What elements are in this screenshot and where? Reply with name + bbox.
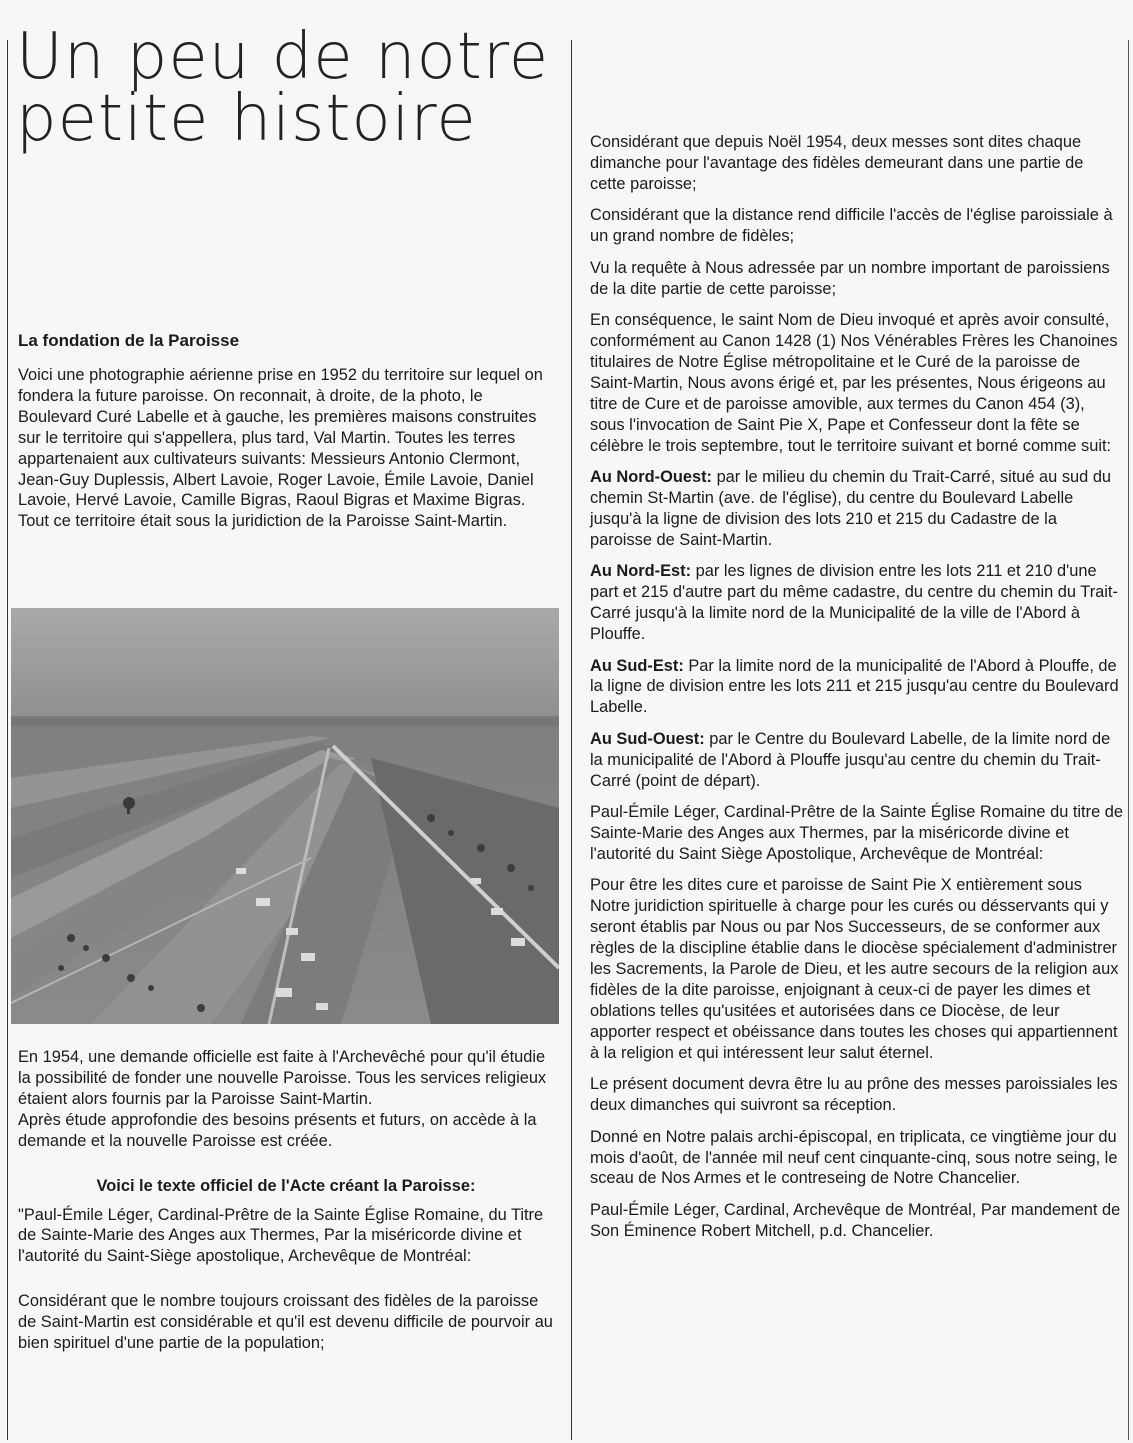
aerial-photo (11, 608, 559, 1024)
boundary-text: par le milieu du chemin du Trait-Carré, situé au sud du chemin St-Martin (ave. de l'église), du centre du Boulevard Labelle jusqu'à la ligne de division des lots 210 et 215 du Cadastre de la paroisse de Saint-Martin. (590, 468, 1112, 549)
right-border-rule (1128, 40, 1129, 1440)
right-paragraph-5: Paul-Émile Léger, Cardinal-Prêtre de la Sainte Église Romaine du titre de Sainte-Marie des Anges aux Thermes, par la miséricorde divine et l'autorité du Saint Siège Apostolique, Archevêque de Montréal: (590, 803, 1123, 863)
intro-paragraph: Voici une photographie aérienne prise en 1952 du territoire sur lequel on fondera la future paroisse. On reconnait, à droite, de la photo, le Boulevard Curé Labelle et à gauche, les premières maisons construites sur le territoire qui s'appellera, plus tard, Val Martin. Toutes les terres appartenaient aux cultivateurs suivants: Messieurs Antonio Clermont, Jean-Guy Duplessis, Albert Lavoie, Roger Lavoie, Émile Lavoie, Daniel Lavoie, Hervé Lavoie, Camille Bigras, Raoul Bigras et Maxime Bigras. (18, 366, 543, 510)
right-paragraph-2: Considérant que la distance rend difficile l'accès de l'église paroissiale à un grand nombre de fidèles; (590, 206, 1113, 246)
acte-intro: "Paul-Émile Léger, Cardinal-Prêtre de la Sainte Église Romaine, du Titre de Sainte-Marie des Anges aux Thermes, Par la miséricorde divine et l'autorité du Saint-Siège apostolique, Archevêque de Montréal: (18, 1205, 544, 1266)
intro-paragraph-2: Tout ce territoire était sous la juridiction de la Paroisse Saint-Martin. (18, 512, 508, 531)
left-column-lower (18, 1047, 554, 1354)
column-divider (571, 40, 572, 1440)
boundary-label: Au Sud-Est: (590, 656, 684, 675)
boundary-nord-est (590, 561, 1123, 645)
left-column-upper (18, 331, 554, 532)
boundary-label: Au Nord-Est: (590, 562, 692, 581)
boundary-sud-ouest (590, 729, 1123, 792)
boundary-sud-est (590, 656, 1123, 719)
boundary-nord-ouest (590, 467, 1123, 551)
left-border-rule (7, 40, 8, 1440)
boundary-text: par les lignes de division entre les lots 211 et 210 d'une part et 215 d'autre part du même cadastre, du centre du chemin du Trait-Carré jusqu'à la limite nord de la Municipalité de la ville de l'Abord à Plouffe. (590, 562, 1118, 643)
acte-heading: Voici le texte officiel de l'Acte créant la Paroisse: (96, 1176, 476, 1195)
right-column (590, 132, 1123, 1252)
right-paragraph-1: Considérant que depuis Noël 1954, deux messes sont dites chaque dimanche pour l'avantage des fidèles demeurant dans une partie de cette paroisse; (590, 133, 1084, 193)
boundary-text: par le Centre du Boulevard Labelle, de la limite nord de la municipalité de l'Abord à Plouffe jusqu'au centre du chemin du Trait-Carré (point de départ). (590, 729, 1111, 790)
right-paragraph-6: Pour être les dites cure et paroisse de Saint Pie X entièrement sous Notre juridiction spirituelle à charge pour les curés ou désservants qui y seront établis par Nous ou par Nos Successeurs, de se conformer aux règles de la discipline établie dans le diocèse spécialement d'administrer les Sacrements, la Parole de Dieu, et les autre secours de la religion aux fidèles de la dite paroisse, enjoignant à ceux-ci de payer les dimes et oblations telles qu'usitées et autorisées dans ce Diocèse, de leur apporter respect et obéissance dans toutes les choses qui appartiennent à la religion et qui intéressent leur salut éternel. (590, 876, 1119, 1062)
history-paragraph-2: Après étude approfondie des besoins présents et futurs, on accède à la demande et la nouvelle Paroisse est créée. (18, 1110, 537, 1150)
boundary-text: Par la limite nord de la municipalité de l'Abord à Plouffe, de la ligne de division entre les lots 211 et 215 jusqu'au centre du Boulevard Labelle. (590, 656, 1119, 717)
right-paragraph-8: Donné en Notre palais archi-épiscopal, en triplicata, ce vingtième jour du mois d'août, de l'année mil neuf cent cinquante-cinq, sous notre seing, le sceau de Nos Armes et le contreseing de Notre Chancelier. (590, 1127, 1118, 1188)
considerant-paragraph: Considérant que le nombre toujours croissant des fidèles de la paroisse de Saint-Martin est considérable et qu'il est devenu difficile de pourvoir au bien spirituel d'une partie de la population; (18, 1292, 553, 1353)
boundary-label: Au Sud-Ouest: (590, 729, 705, 748)
page-title (16, 20, 556, 156)
right-paragraph-7: Le présent document devra être lu au prône des messes paroissiales les deux dimanches qui suivront sa réception. (590, 1075, 1118, 1115)
title-line-1: Un peu de notre (16, 20, 550, 94)
history-paragraph-1: En 1954, une demande officielle est faite à l'Archevêché pour qu'il étudie la possibilité de fonder une nouvelle Paroisse. Tous les services religieux étaient alors fournis par la Paroisse Saint-Martin. (18, 1048, 547, 1108)
title-line-2: petite histoire (16, 82, 477, 156)
section-heading: La fondation de la Paroisse (18, 331, 240, 350)
boundary-label: Au Nord-Ouest: (590, 468, 713, 487)
right-paragraph-3: Vu la requête à Nous adressée par un nombre important de paroissiens de la dite partie de cette paroisse; (590, 258, 1110, 298)
right-paragraph-4: En conséquence, le saint Nom de Dieu invoqué et après avoir consulté, conformément au Canon 1428 (1) Nos Vénérables Frères les Chanoines titulaires de Notre Église métropolitaine et le Curé de la paroisse de Saint-Martin, Nous avons érigé et, par les présentes, Nous érigeons au titre de Cure et de paroisse amovible, aux termes du Canon 454 (3), sous l'invocation de Saint Pie X, Pape et Confesseur dont la fête se célèbre le trois septembre, tout le territoire suivant et borné comme suit: (590, 311, 1118, 455)
signature-paragraph: Paul-Émile Léger, Cardinal, Archevêque de Montréal, Par mandement de Son Éminence Robert Mitchell, p.d. Chancelier. (590, 1200, 1121, 1240)
